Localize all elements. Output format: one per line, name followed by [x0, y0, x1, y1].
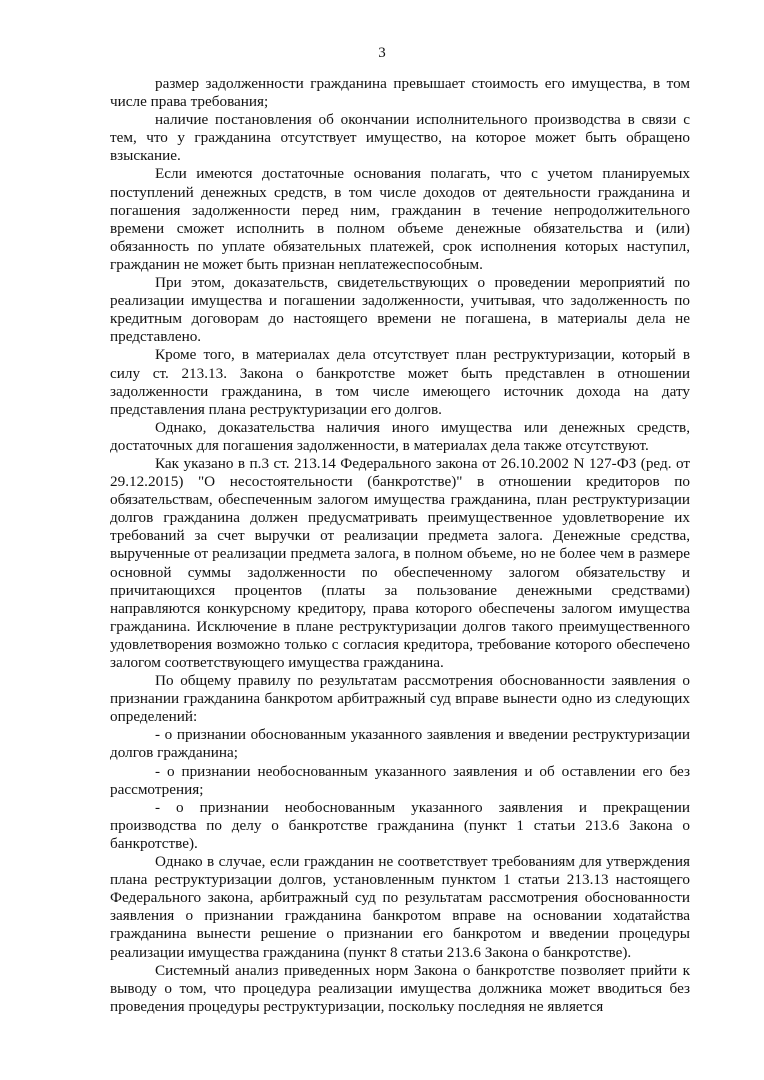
list-item: - о признании обоснованным указанного заявления и введении реструктуризации долгов гражданина;: [110, 726, 690, 762]
paragraph: Системный анализ приведенных норм Закона о банкротстве позволяет прийти к выводу о том, что процедура реализации имущества должника может вводиться без проведения процедуры реструктуризации, поскольку последняя не является: [110, 961, 690, 1015]
paragraph: наличие постановления об окончании исполнительного производства в связи с тем, что у гражданина отсутствует имущество, на которое может быть обращено взыскание.: [110, 111, 690, 165]
paragraph: Если имеются достаточные основания полагать, что с учетом планируемых поступлений денежных средств, в том числе доходов от деятельности гражданина и погашения задолженности перед ним, гражданин в течение непродолжительного времени сможет исполнить в полном объеме денежные обязательства и (или) обязанность по уплате обязательных платежей, срок исполнения которых наступил, гражданин не может быть признан неплатежеспособным.: [110, 165, 690, 273]
paragraph: Однако в случае, если гражданин не соответствует требованиям для утверждения плана реструктуризации долгов, установленным пунктом 1 статьи 213.13 настоящего Федерального закона, арбитражный суд по результатам рассмотрения обоснованности заявления о признании гражданина банкротом вправе на основании ходатайства гражданина вынести решение о признании его банкротом и введении процедуры реализации имущества гражданина (пункт 8 статьи 213.6 Закона о банкротстве).: [110, 853, 690, 961]
paragraph: По общему правилу по результатам рассмотрения обоснованности заявления о признании гражданина банкротом арбитражный суд вправе вынести одно из следующих определений:: [110, 672, 690, 726]
document-body: [110, 75, 690, 1016]
list-item: - о признании необоснованным указанного заявления и прекращении производства по делу о банкротстве гражданина (пункт 1 статьи 213.6 Закона о банкротстве).: [110, 798, 690, 852]
page-number: 3: [378, 45, 386, 61]
paragraph: размер задолженности гражданина превышает стоимость его имущества, в том числе права требования;: [110, 75, 690, 111]
paragraph: Однако, доказательства наличия иного имущества или денежных средств, достаточных для погашения задолженности, в материалах дела также отсутствуют.: [110, 418, 690, 454]
paragraph: Как указано в п.3 ст. 213.14 Федерального закона от 26.10.2002 N 127-ФЗ (ред. от 29.12.2015) "О несостоятельности (банкротстве)" в отношении кредиторов по обязательствам, обеспеченным залогом имущества гражданина, план реструктуризации долгов гражданина должен предусматривать преимущественное удовлетворение их требований за счет выручки от реализации предмета залога. Денежные средства, вырученные от реализации предмета залога, в полном объеме, но не более чем в размере основной суммы задолженности по обеспеченному залогом обязательству и причитающихся процентов (платы за пользование денежными средствами) направляются конкурсному кредитору, права которого обеспечены залогом имущества гражданина. Исключение в плане реструктуризации долгов такого преимущественного удовлетворения возможно только с согласия кредитора, требование которого обеспечено залогом соответствующего имущества гражданина.: [110, 454, 690, 671]
paragraph: Кроме того, в материалах дела отсутствует план реструктуризации, который в силу ст. 213.13. Закона о банкротстве может быть представлен в отношении задолженности гражданина, в том числе имеющего источник дохода на дату представления плана реструктуризации его долгов.: [110, 346, 690, 418]
list-item: - о признании необоснованным указанного заявления и об оставлении его без рассмотрения;: [110, 762, 690, 798]
paragraph: При этом, доказательств, свидетельствующих о проведении мероприятий по реализации имущества и погашении задолженности, учитывая, что задолженность по кредитным договорам до настоящего времени не погашена, в материалы дела не представлено.: [110, 274, 690, 346]
